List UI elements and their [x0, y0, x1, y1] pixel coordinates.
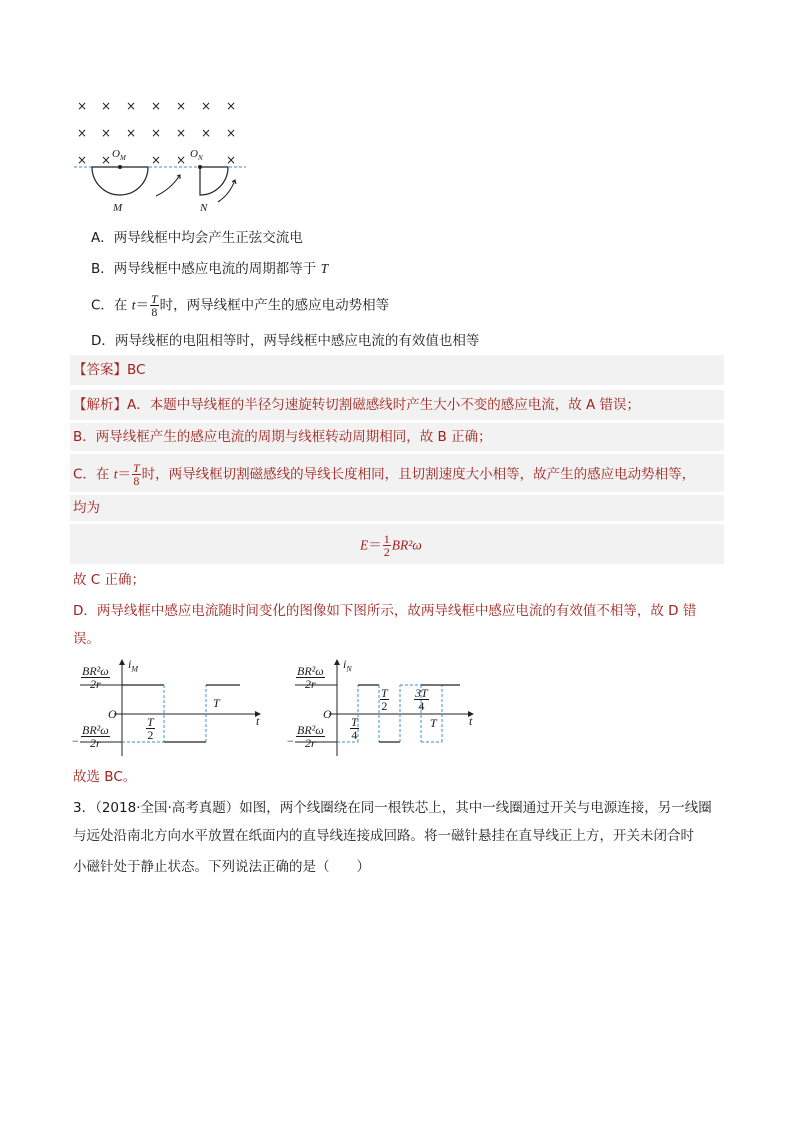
graph-M-neg-sign: − — [72, 734, 79, 748]
analysis-line-1: 【解析】A．本题中导线框的半径匀速旋转切割磁感线时产生大小不变的感应电流，故 A 错误； — [73, 397, 641, 413]
svg-text:×: × — [77, 99, 88, 113]
answer-shade — [70, 355, 724, 385]
graph-M-pos-level: $\frac{\text{BR²ω}}{2r}$ — [82, 664, 109, 691]
svg-text:×: × — [77, 126, 88, 140]
svg-text:×: × — [176, 153, 187, 167]
magnetic-field-figure — [70, 92, 260, 222]
svg-text:×: × — [226, 126, 237, 140]
graph-M-y-label: $i_M$ — [128, 657, 139, 674]
analysis-line-2: B．两导线框产生的感应电流的周期与线框转动周期相同，故 B 正确； — [73, 429, 492, 445]
svg-text:×: × — [101, 99, 112, 113]
option-A: A．两导线框中均会产生正弦交流电 — [91, 230, 303, 246]
analysis-line-6: D．两导线框中感应电流随时间变化的图像如下图所示，故两导线框中感应电流的有效值不相等，故 D 错 — [73, 603, 697, 619]
svg-text:×: × — [101, 153, 112, 167]
svg-text:×: × — [176, 126, 187, 140]
rotation-arrow-M — [156, 175, 180, 196]
label-M: M — [113, 202, 123, 214]
svg-text:×: × — [151, 153, 162, 167]
answer-line — [73, 360, 145, 380]
frame-M-semicircle — [92, 167, 148, 195]
analysis-line-5: 故 C 正确； — [73, 572, 146, 588]
svg-text:×: × — [176, 99, 187, 113]
analysis-tag: 【解析】 — [73, 397, 127, 413]
question-3-line-3: 小磁针处于静止状态。下列说法正确的是（ ） — [73, 859, 370, 875]
graph-N-x-label: t — [469, 714, 473, 728]
svg-text:×: × — [151, 99, 162, 113]
option-D: D．两导线框的电阻相等时，两导线框中感应电流的有效值也相等 — [91, 333, 480, 349]
svg-text:×: × — [77, 153, 88, 167]
graph-i-N — [285, 656, 485, 760]
option-C: C．在 t＝ $\frac{T}{8}$ 时，两导线框中产生的感应电动势相等 — [91, 292, 390, 319]
graph-M-period: T — [213, 696, 220, 710]
analysis-line-7: 误。 — [73, 631, 100, 647]
graph-N-half-period: $\frac{T}{2}$ — [381, 686, 388, 713]
analysis-line-4: 均为 — [73, 500, 100, 516]
graph-N-neg-level: $\frac{\text{BR²ω}}{2r}$ — [297, 723, 324, 750]
fraction-one-half: $\frac{1}{2}$ — [383, 532, 390, 559]
label-OM: $O_M$ — [112, 148, 126, 163]
graph-M-origin: O — [108, 707, 117, 721]
graph-N-quarter-period: $\frac{T}{4}$ — [351, 715, 358, 742]
graph-M-neg-level: $\frac{\text{BR²ω}}{2r}$ — [82, 723, 109, 750]
question-3-line-1: 3．（2018·全国·高考真题）如图，两个线圈绕在同一根铁芯上，其中一线圈通过开关与电源连接，另一线圈 — [73, 800, 712, 816]
option-B: B．两导线框中感应电流的周期都等于 T — [91, 261, 329, 277]
svg-text:×: × — [226, 153, 237, 167]
svg-text:×: × — [226, 99, 237, 113]
svg-text:×: × — [126, 126, 137, 140]
svg-text:×: × — [201, 99, 212, 113]
pivot-ON — [198, 165, 202, 169]
field-diagram-svg — [70, 92, 260, 222]
graph-N-origin: O — [323, 707, 332, 721]
svg-text:×: × — [151, 126, 162, 140]
answer-tag: 【答案】 — [73, 362, 127, 378]
graph-N-neg-sign: − — [287, 734, 294, 748]
graph-i-M — [70, 656, 270, 760]
fraction-T-over-8: $\frac{T}{8}$ — [150, 292, 158, 319]
label-ON: $O_N$ — [190, 148, 203, 163]
frame-N-quarter — [200, 167, 228, 195]
field-crosses — [77, 99, 236, 167]
graph-N-period: T — [430, 716, 437, 730]
svg-text:×: × — [201, 126, 212, 140]
pivot-OM — [118, 165, 122, 169]
fraction-T-over-8-analysis: $\frac{T}{8}$ — [132, 461, 140, 488]
answer-value: BC — [127, 362, 146, 378]
graph-N-pos-level: $\frac{\text{BR²ω}}{2r}$ — [297, 664, 324, 691]
question-3-line-2: 与远处沿南北方向水平放置在纸面内的直导线连接成回路。将一磁针悬挂在直导线正上方，开关未闭合时 — [73, 828, 694, 844]
graph-N-y-label: $i_N$ — [343, 657, 352, 674]
graph-M-half-period: $\frac{T}{2}$ — [147, 715, 154, 742]
analysis-line-3: C．在 t＝ $\frac{T}{8}$ 时，两导线框切割磁感线的导线长度相同，且切割速度大小相等，故产生的感应电动势相等， — [73, 461, 696, 488]
analysis-shade-4 — [70, 495, 724, 521]
conclusion: 故选 BC。 — [73, 769, 137, 785]
formula-E: E＝ $\frac{1}{2}$ BR²ω — [360, 532, 422, 559]
label-N: N — [200, 202, 208, 214]
graph-M-x-label: t — [256, 714, 260, 728]
svg-text:×: × — [101, 126, 112, 140]
graph-N-three-quarter-period: $\frac{3T}{4}$ — [415, 686, 428, 713]
svg-text:×: × — [126, 99, 137, 113]
rotation-arrow-N — [218, 180, 235, 202]
